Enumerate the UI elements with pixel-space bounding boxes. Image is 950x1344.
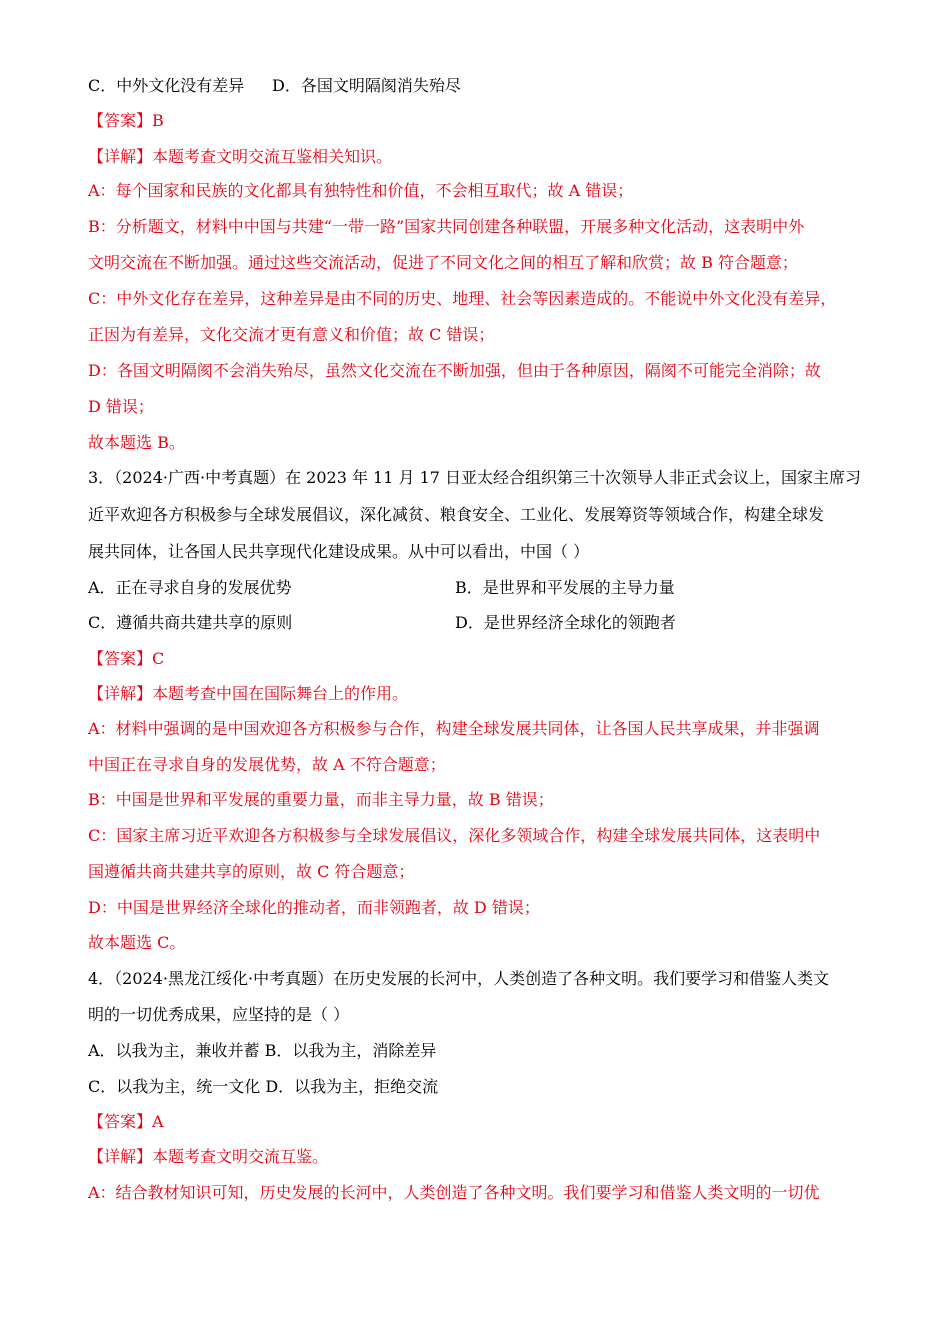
explanation-line: A：材料中强调的是中国欢迎各方积极参与合作，构建全球发展共同体，让各国人民共享成果，并非强调: [88, 719, 820, 738]
explanation-line: C：国家主席习近平欢迎各方积极参与全球发展倡议，深化多领域合作，构建全球发展共同体，这表明中: [88, 826, 821, 845]
option-b: B．是世界和平发展的主导力量: [455, 578, 675, 597]
explanation-line: C：中外文化存在差异，这种差异是由不同的历史、地理、社会等因素造成的。不能说中外文化没有差异，: [88, 289, 837, 308]
detail-text: 本题考查中国在国际舞台上的作用。: [152, 684, 409, 703]
detail-text: 本题考查文明交流互鉴相关知识。: [152, 147, 393, 166]
explanation-line: D：各国文明隔阂不会消失殆尽，虽然文化交流在不断加强，但由于各种原因，隔阂不可能完全消除；故: [88, 361, 821, 380]
explanation-line: 正因为有差异，文化交流才更有意义和价值；故 C 错误；: [88, 325, 495, 344]
explanation-line: B：中国是世界和平发展的重要力量，而非主导力量，故 B 错误；: [88, 790, 554, 809]
detail-label: 【详解】: [88, 1147, 153, 1166]
option-row: A．以我为主，兼收并蓄 B．以我为主，消除差异: [88, 1041, 437, 1060]
question-stem-line: 3．（2024·广西·中考真题）在 2023 年 11 月 17 日亚太经合组织第三十次领导人非正式会议上，国家主席习: [88, 468, 862, 487]
explanation-line: A：结合教材知识可知，历史发展的长河中，人类创造了各种文明。我们要学习和借鉴人类文明的一切优: [88, 1183, 820, 1202]
question-stem-line: 明的一切优秀成果，应坚持的是（ ）: [88, 1005, 350, 1024]
detail-line: [88, 147, 868, 167]
detail-line: [88, 1147, 868, 1167]
option-c: C．遵循共商共建共享的原则: [88, 613, 293, 632]
explanation-line: D：中国是世界经济全球化的推动者，而非领跑者，故 D 错误；: [88, 898, 540, 917]
explanation-line: A：每个国家和民族的文化都具有独特性和价值，不会相互取代；故 A 错误；: [88, 181, 634, 200]
detail-label: 【详解】: [88, 147, 153, 166]
option-a: A．正在寻求自身的发展优势: [88, 578, 292, 597]
answer-value: A: [152, 1112, 164, 1131]
option-d: D．是世界经济全球化的领跑者: [455, 613, 676, 632]
option-c: C．中外文化没有差异: [88, 76, 245, 95]
answer-line: [88, 649, 868, 669]
question-stem-line: 展共同体，让各国人民共享现代化建设成果。从中可以看出，中国（ ）: [88, 542, 590, 561]
answer-value: B: [152, 111, 164, 130]
explanation-line: 文明交流在不断加强。通过这些交流活动，促进了不同文化之间的相互了解和欣赏；故 B 符合题意；: [88, 253, 798, 272]
answer-label: 【答案】: [88, 111, 153, 130]
answer-value: C: [152, 649, 165, 668]
explanation-line: 国遵循共商共建共享的原则，故 C 符合题意；: [88, 862, 415, 881]
detail-label: 【详解】: [88, 684, 153, 703]
answer-label: 【答案】: [88, 649, 153, 668]
conclusion-line: 故本题选 B。: [88, 433, 185, 452]
option-row: C．以我为主，统一文化 D．以我为主，拒绝交流: [88, 1077, 439, 1096]
answer-line: [88, 111, 868, 131]
detail-line: [88, 684, 868, 704]
answer-label: 【答案】: [88, 1112, 153, 1131]
detail-text: 本题考查文明交流互鉴。: [152, 1147, 329, 1166]
conclusion-line: 故本题选 C。: [88, 933, 186, 952]
explanation-line: D 错误；: [88, 397, 154, 416]
explanation-line: 中国正在寻求自身的发展优势，故 A 不符合题意；: [88, 755, 446, 774]
explanation-line: B：分析题文，材料中中国与共建“一带一路”国家共同创建各种联盟，开展多种文化活动，这表明中外: [88, 217, 805, 236]
question-stem-line: 近平欢迎各方积极参与全球发展倡议，深化减贫、粮食安全、工业化、发展筹资等领域合作，构建全球发: [88, 505, 825, 524]
answer-line: [88, 1112, 868, 1132]
option-d: D．各国文明隔阂消失殆尽: [272, 76, 461, 95]
question-stem-line: 4．（2024·黑龙江绥化·中考真题）在历史发展的长河中，人类创造了各种文明。我们要学习和借鉴人类文: [88, 969, 830, 988]
